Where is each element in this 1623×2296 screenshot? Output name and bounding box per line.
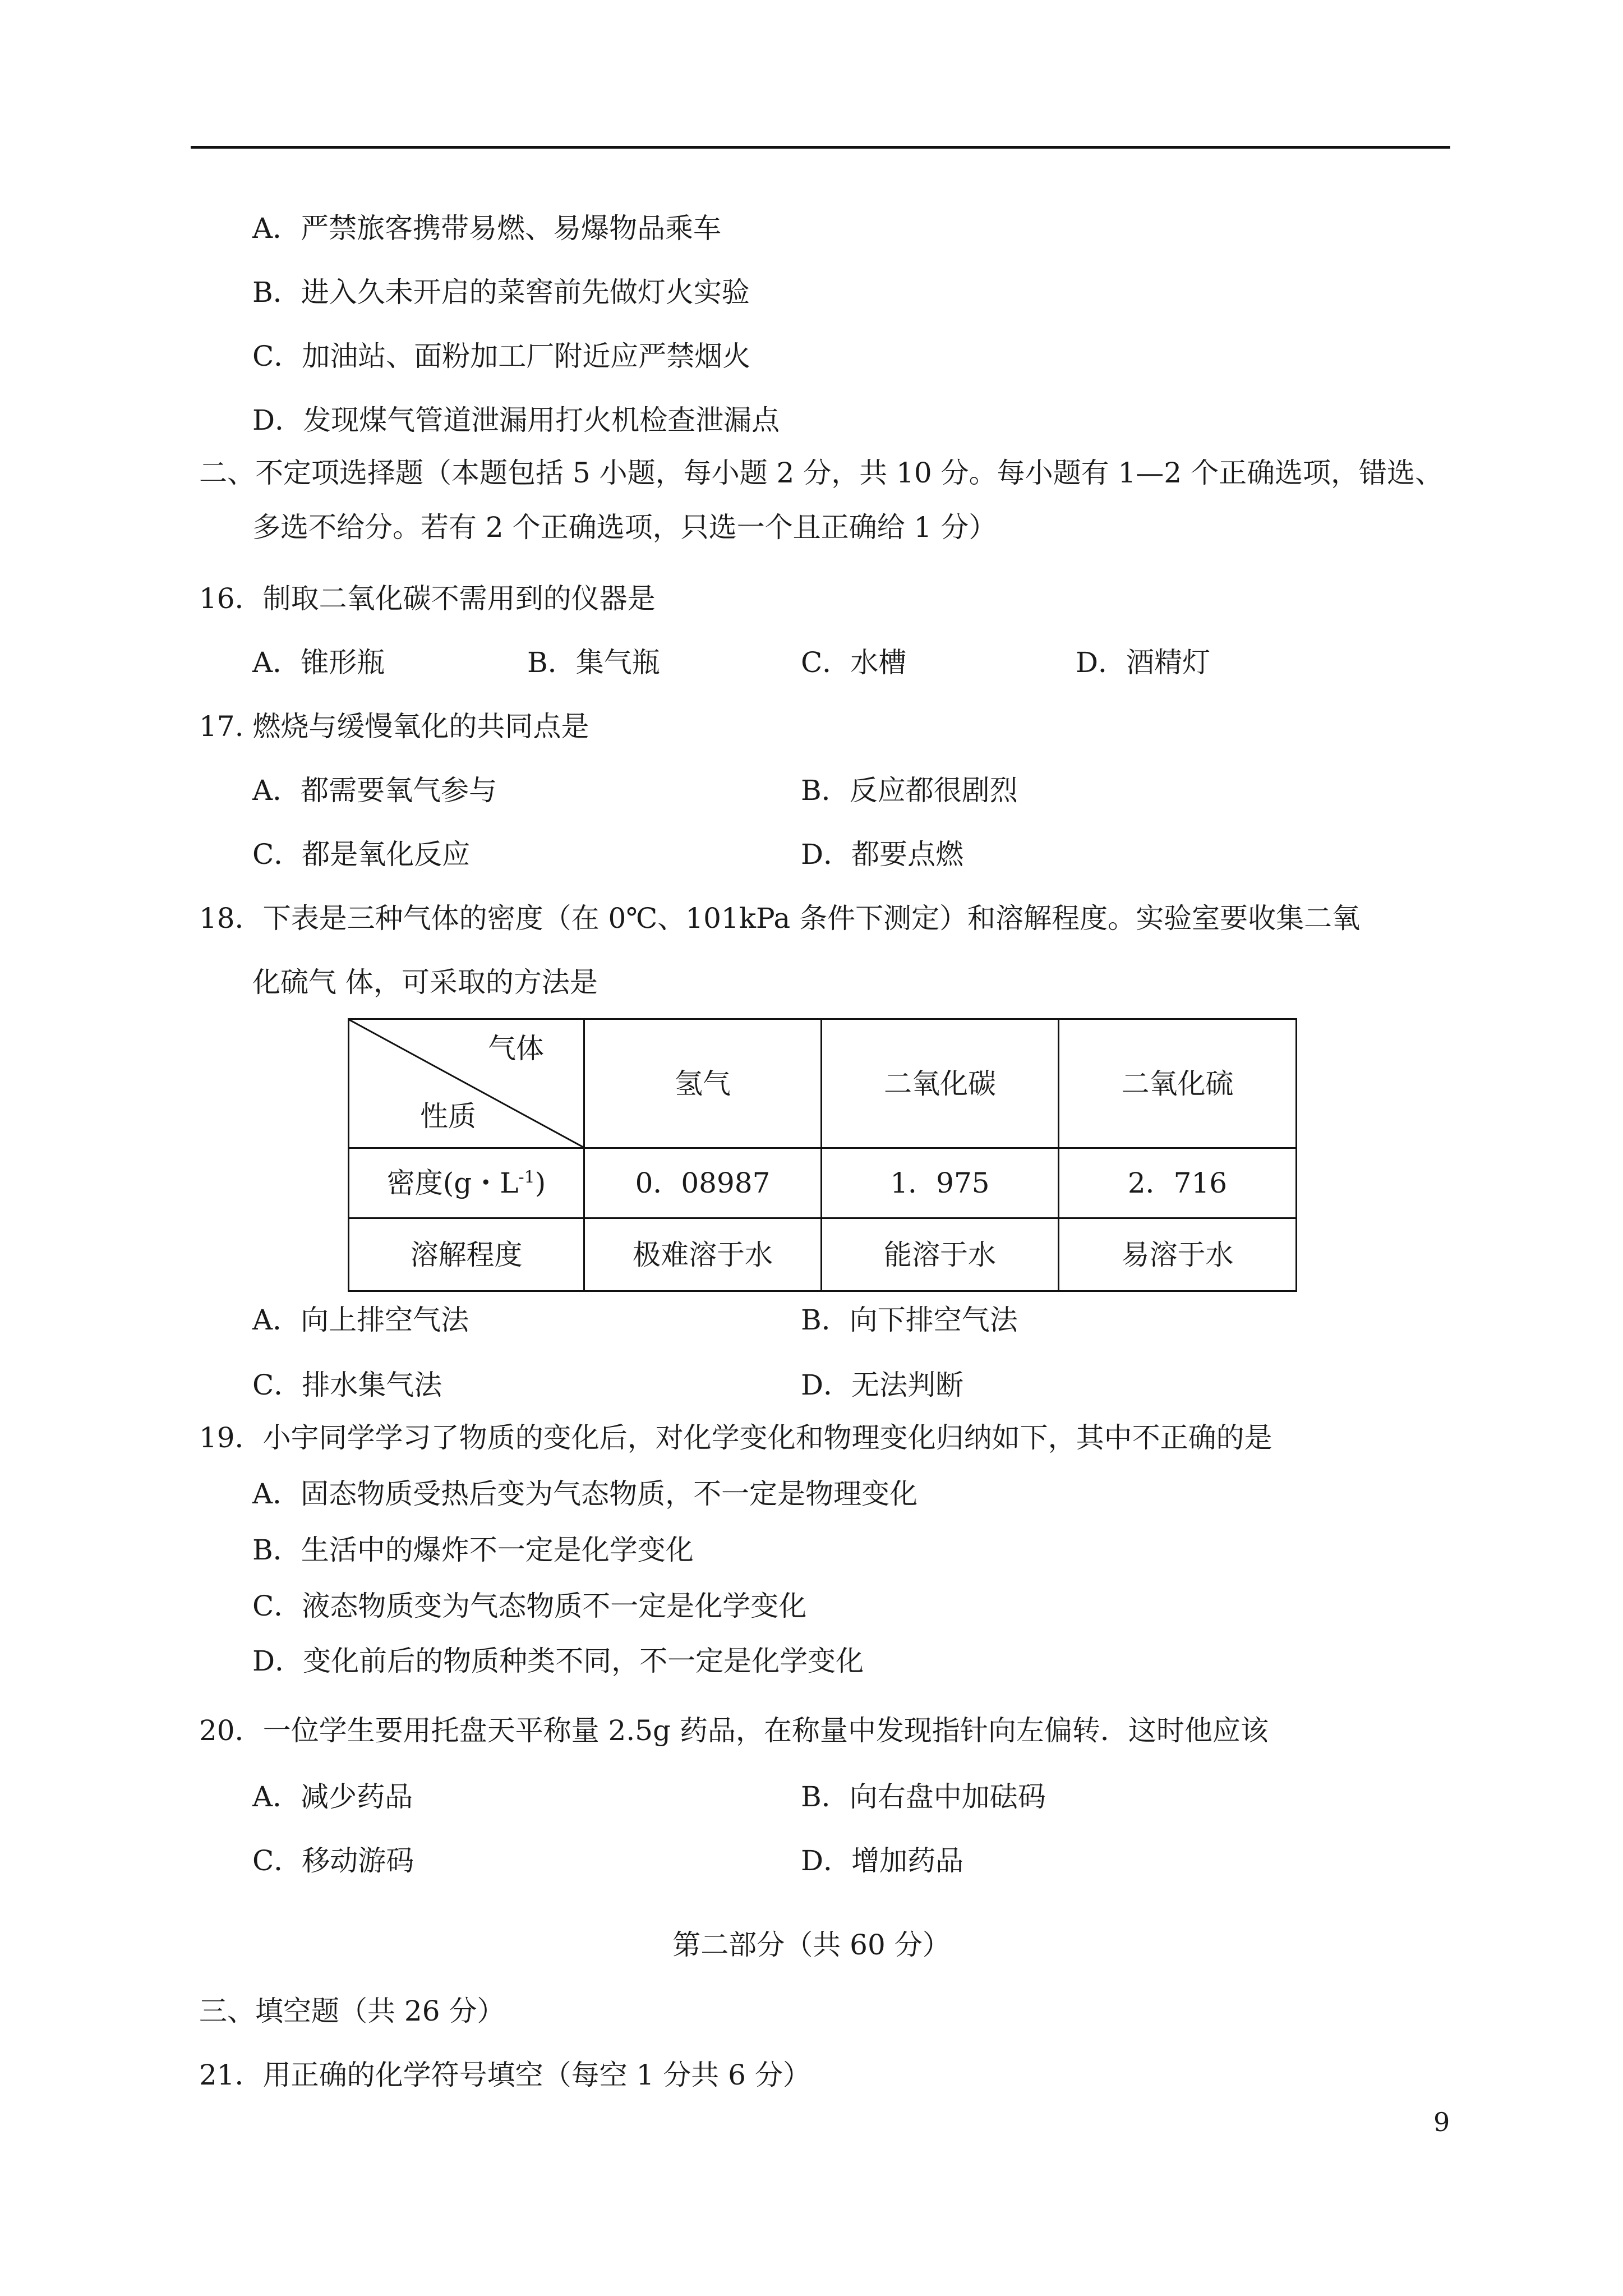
solubility-label: 溶解程度 [349, 1218, 584, 1291]
section-3-heading: 三、填空题（共 26 分） [199, 1995, 505, 2027]
gas-properties-table [348, 1018, 1297, 1292]
q19-option-a: A．固态物质受热后变为气态物质，不一定是物理变化 [252, 1478, 918, 1510]
q15-option-d: D．发现煤气管道泄漏用打火机检查泄漏点 [252, 404, 780, 436]
q20-option-b: B．向右盘中加砝码 [801, 1780, 1046, 1813]
header-carbon-dioxide: 二氧化碳 [822, 1019, 1059, 1148]
q19-option-b: B．生活中的爆炸不一定是化学变化 [252, 1534, 694, 1566]
q20-option-a: A．减少药品 [252, 1780, 413, 1813]
diag-header-gas: 气体 [488, 1032, 544, 1065]
q17-option-d: D．都要点燃 [801, 838, 964, 871]
q21-stem: 21．用正确的化学符号填空（每空 1 分共 6 分） [199, 2059, 811, 2091]
part-2-title: 第二部分（共 60 分） [672, 1929, 951, 1961]
q15-option-b: B．进入久未开启的菜窖前先做灯火实验 [252, 276, 750, 309]
header-hydrogen: 氢气 [584, 1019, 822, 1148]
section-2-heading-cont: 多选不给分。若有 2 个正确选项，只选一个且正确给 1 分） [252, 511, 997, 544]
q16-option-b: B．集气瓶 [527, 646, 660, 679]
q16-option-d: D．酒精灯 [1076, 646, 1211, 679]
q17-option-a: A．都需要氧气参与 [252, 774, 497, 807]
diag-header-property: 性质 [420, 1100, 476, 1133]
density-hydrogen: 0．08987 [584, 1148, 822, 1218]
q16-option-c: C．水槽 [801, 646, 907, 679]
q19-stem: 19．小宇同学学习了物质的变化后，对化学变化和物理变化归纳如下，其中不正确的是 [199, 1421, 1272, 1454]
q16-option-a: A．锥形瓶 [252, 646, 385, 679]
q19-option-d: D．变化前后的物质种类不同，不一定是化学变化 [252, 1645, 864, 1677]
q18-stem: 18．下表是三种气体的密度（在 0℃、101kPa 条件下测定）和溶解程度。实验室要收集二氧 [199, 902, 1361, 935]
q18-stem-cont: 化硫气 体，可采取的方法是 [252, 966, 598, 999]
density-sulfur-dioxide: 2．716 [1059, 1148, 1297, 1218]
header-sulfur-dioxide: 二氧化硫 [1059, 1019, 1297, 1148]
q17-option-c: C．都是氧化反应 [252, 838, 471, 871]
q18-option-a: A．向上排空气法 [252, 1304, 469, 1336]
q17-option-b: B．反应都很剧烈 [801, 774, 1018, 807]
table-header-row [349, 1019, 1297, 1148]
q17-stem: 17. 燃烧与缓慢氧化的共同点是 [199, 710, 589, 743]
q20-option-c: C．移动游码 [252, 1844, 414, 1877]
diagonal-header-cell [349, 1019, 584, 1148]
q15-option-a: A．严禁旅客携带易燃、易爆物品乘车 [252, 212, 722, 245]
page-number: 9 [1433, 2107, 1450, 2137]
header-rule [191, 146, 1450, 149]
q15-option-c: C．加油站、面粉加工厂附近应严禁烟火 [252, 340, 751, 372]
q18-option-b: B．向下排空气法 [801, 1304, 1018, 1336]
density-carbon-dioxide: 1．975 [822, 1148, 1059, 1218]
q18-option-d: D．无法判断 [801, 1369, 964, 1401]
solubility-carbon-dioxide: 能溶于水 [822, 1218, 1059, 1291]
solubility-hydrogen: 极难溶于水 [584, 1218, 822, 1291]
solubility-sulfur-dioxide: 易溶于水 [1059, 1218, 1297, 1291]
table-row-density [349, 1148, 1297, 1218]
density-label: 密度(g・$L^{-1}$) [349, 1148, 584, 1218]
q18-option-c: C．排水集气法 [252, 1369, 442, 1401]
q20-stem: 20．一位学生要用托盘天平称量 2.5g 药品，在称量中发现指针向左偏转．这时他应该 [199, 1714, 1269, 1747]
q19-option-c: C．液态物质变为气态物质不一定是化学变化 [252, 1590, 807, 1622]
q16-stem: 16．制取二氧化碳不需用到的仪器是 [199, 582, 656, 615]
section-2-heading: 二、不定项选择题（本题包括 5 小题，每小题 2 分，共 10 分。每小题有 1—2 个正确选项，错选、 [199, 457, 1444, 489]
table-row-solubility [349, 1218, 1297, 1291]
q20-option-d: D．增加药品 [801, 1844, 964, 1877]
